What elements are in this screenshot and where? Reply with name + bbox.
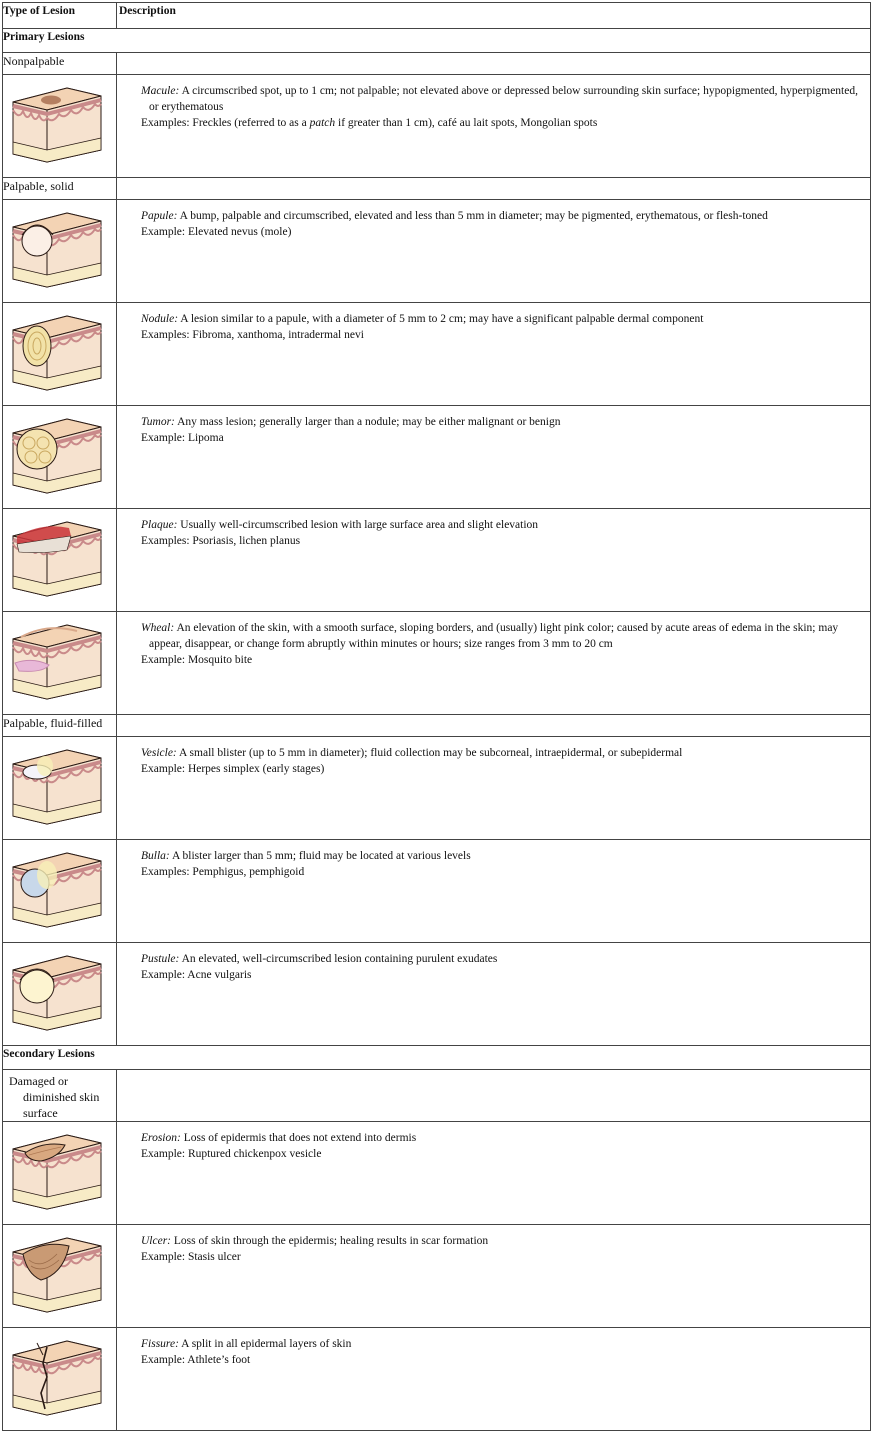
lesion-definition: Loss of skin through the epidermis; healing results in scar formation — [171, 1235, 489, 1247]
pustule-illustration — [7, 948, 107, 1032]
lesion-term: Wheal: — [141, 622, 175, 634]
erosion-illustration — [7, 1127, 107, 1211]
lesion-definition: An elevation of the skin, with a smooth surface, sloping borders, and (usually) light pink color; caused by acute areas of edema in the skin; may appear, disappear, or change form abruptly within minutes or hours; size ranges from 3 mm to 20 cm — [149, 622, 839, 650]
pustule-description — [117, 943, 871, 1046]
lesion-example: Examples: Freckles (referred to as a — [141, 117, 310, 129]
lesion-definition: A circumscribed spot, up to 1 cm; not palpable; not elevated above or depressed below surrounding skin surface; hypopigmented, hyperpigmented, or erythematous — [149, 85, 858, 113]
ulcer-illustration — [7, 1230, 107, 1314]
lesion-example: Examples: Fibroma, xanthoma, intradermal nevi — [141, 329, 364, 341]
lesion-example-rest: if greater than 1 cm), café au lait spots, Mongolian spots — [335, 117, 598, 129]
lesion-table — [2, 2, 871, 1431]
lesion-term: Bulla: — [141, 850, 170, 862]
table-row — [3, 840, 871, 943]
lesion-definition: A blister larger than 5 mm; fluid may be located at various levels — [169, 850, 471, 862]
bulla-illustration — [7, 845, 107, 929]
lesion-example: Example: Athlete’s foot — [141, 1354, 251, 1366]
nodule-illustration — [7, 308, 107, 392]
group-damaged-skin-surface: Damaged or diminished skin surface — [9, 1074, 100, 1120]
lesion-term: Nodule: — [141, 313, 179, 325]
group-row — [3, 715, 871, 737]
nodule-description — [117, 303, 871, 406]
lesion-term: Macule: — [141, 85, 180, 97]
group-row — [3, 53, 871, 75]
lesion-definition: A small blister (up to 5 mm in diameter); fluid collection may be subcorneal, intraepidermal, or subepidermal — [176, 747, 683, 759]
table-row — [3, 1328, 871, 1431]
lesion-definition: A bump, palpable and circumscribed, elevated and less than 5 mm in diameter; may be pigmented, erythematous, or flesh-toned — [177, 210, 768, 222]
table-row — [3, 406, 871, 509]
ulcer-description — [117, 1225, 871, 1328]
lesion-term: Pustule: — [141, 953, 180, 965]
table-row — [3, 200, 871, 303]
lesion-example: Example: Herpes simplex (early stages) — [141, 763, 325, 775]
group-palpable-solid: Palpable, solid — [3, 178, 117, 200]
header-type-of-lesion: Type of Lesion — [3, 3, 117, 29]
lesion-definition: Usually well-circumscribed lesion with large surface area and slight elevation — [177, 519, 539, 531]
table-row — [3, 943, 871, 1046]
papule-description — [117, 200, 871, 303]
plaque-illustration — [7, 514, 107, 598]
papule-illustration — [7, 205, 107, 289]
section-row — [3, 1046, 871, 1070]
group-row — [3, 1070, 871, 1122]
table-row — [3, 737, 871, 840]
bulla-description — [117, 840, 871, 943]
table-header — [3, 3, 871, 29]
lesion-example: Example: Stasis ulcer — [141, 1251, 241, 1263]
section-row — [3, 29, 871, 53]
lesion-term: Erosion: — [141, 1132, 181, 1144]
lesion-example: Examples: Psoriasis, lichen planus — [141, 535, 301, 547]
table-row — [3, 1122, 871, 1225]
lesion-example: Example: Ruptured chickenpox vesicle — [141, 1148, 322, 1160]
tumor-illustration — [7, 411, 107, 495]
group-nonpalpable: Nonpalpable — [3, 53, 117, 75]
table-row — [3, 303, 871, 406]
table-row — [3, 1225, 871, 1328]
plaque-description — [117, 509, 871, 612]
tumor-description — [117, 406, 871, 509]
lesion-term: Tumor: — [141, 416, 175, 428]
wheal-description — [117, 612, 871, 715]
lesion-definition: Any mass lesion; generally larger than a nodule; may be either malignant or benign — [174, 416, 561, 428]
lesion-example: Example: Lipoma — [141, 432, 224, 444]
table-row — [3, 612, 871, 715]
fissure-illustration — [7, 1333, 107, 1417]
lesion-term: Plaque: — [141, 519, 178, 531]
section-primary-lesions: Primary Lesions — [3, 29, 871, 53]
section-secondary-lesions: Secondary Lesions — [3, 1046, 871, 1070]
lesion-definition: An elevated, well-circumscribed lesion containing purulent exudates — [179, 953, 498, 965]
erosion-description — [117, 1122, 871, 1225]
lesion-illustration-cell — [3, 75, 117, 178]
macule-illustration — [7, 80, 107, 164]
lesion-term: Vesicle: — [141, 747, 177, 759]
table-row — [3, 75, 871, 178]
wheal-illustration — [7, 617, 107, 701]
lesion-example: Example: Mosquito bite — [141, 654, 253, 666]
lesion-example-term: patch — [309, 117, 336, 129]
fissure-description — [117, 1328, 871, 1431]
vesicle-illustration — [7, 742, 107, 826]
lesion-definition: A lesion similar to a papule, with a diameter of 5 mm to 2 cm; may have a significant palpable dermal component — [178, 313, 704, 325]
lesion-definition: A split in all epidermal layers of skin — [178, 1338, 352, 1350]
lesion-example: Example: Acne vulgaris — [141, 969, 252, 981]
group-row — [3, 178, 871, 200]
lesion-term: Papule: — [141, 210, 178, 222]
group-palpable-fluid-filled: Palpable, fluid-filled — [3, 715, 117, 737]
lesion-term: Fissure: — [141, 1338, 179, 1350]
table-row — [3, 509, 871, 612]
lesion-definition: Loss of epidermis that does not extend into dermis — [180, 1132, 417, 1144]
vesicle-description — [117, 737, 871, 840]
lesion-example: Examples: Pemphigus, pemphigoid — [141, 866, 305, 878]
lesion-term: Ulcer: — [141, 1235, 172, 1247]
lesion-example: Example: Elevated nevus (mole) — [141, 226, 292, 238]
header-description: Description — [117, 3, 871, 29]
macule-description — [117, 75, 871, 178]
